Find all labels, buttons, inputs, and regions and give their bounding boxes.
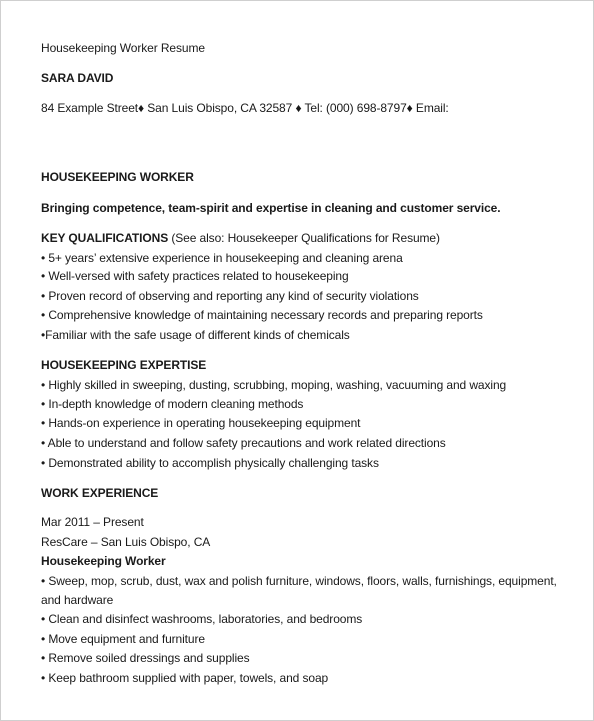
- experience-item: • Remove soiled dressings and supplies: [41, 651, 250, 665]
- qualification-item: •Familiar with the safe usage of different kinds of chemicals: [41, 328, 350, 342]
- qualification-item: • Proven record of observing and reporting any kind of security violations: [41, 289, 419, 303]
- qualifications-note: (See also: Housekeeper Qualifications for Resume): [168, 231, 440, 245]
- expertise-item: • In-depth knowledge of modern cleaning methods: [41, 397, 304, 411]
- expertise-item: • Hands-on experience in operating housekeeping equipment: [41, 416, 361, 430]
- contact-line: 84 Example Street♦ San Luis Obispo, CA 32587 ♦ Tel: (000) 698-8797♦ Email:: [41, 101, 449, 115]
- qualification-item: • Well-versed with safety practices related to housekeeping: [41, 269, 349, 283]
- experience-item-continued: and hardware: [41, 593, 114, 607]
- qualifications-heading: KEY QUALIFICATIONS: [41, 231, 169, 245]
- experience-employer: ResCare – San Luis Obispo, CA: [41, 535, 211, 549]
- experience-dates: Mar 2011 – Present: [41, 515, 144, 529]
- experience-item: • Keep bathroom supplied with paper, towels, and soap: [41, 671, 329, 685]
- experience-item: • Clean and disinfect washrooms, laboratories, and bedrooms: [41, 612, 363, 626]
- expertise-heading: HOUSEKEEPING EXPERTISE: [41, 358, 207, 372]
- expertise-item: • Highly skilled in sweeping, dusting, scrubbing, moping, washing, vacuuming and waxing: [41, 378, 507, 392]
- qualification-item: • 5+ years’ extensive experience in housekeeping and cleaning arena: [41, 251, 403, 265]
- experience-item: • Sweep, mop, scrub, dust, wax and polish furniture, windows, floors, walls, furnishings, equipment,: [41, 574, 557, 588]
- expertise-item: • Able to understand and follow safety precautions and work related directions: [41, 436, 446, 450]
- qualifications-heading-line: [41, 231, 440, 246]
- experience-role: Housekeeping Worker: [41, 554, 166, 568]
- tagline: Bringing competence, team-spirit and expertise in cleaning and customer service.: [41, 201, 501, 215]
- experience-item: • Move equipment and furniture: [41, 632, 205, 646]
- job-title-heading: HOUSEKEEPING WORKER: [41, 170, 194, 184]
- qualification-item: • Comprehensive knowledge of maintaining necessary records and preparing reports: [41, 308, 483, 322]
- candidate-name: SARA DAVID: [41, 71, 114, 85]
- experience-heading: WORK EXPERIENCE: [41, 486, 159, 500]
- expertise-item: • Demonstrated ability to accomplish physically challenging tasks: [41, 456, 379, 470]
- document-title: Housekeeping Worker Resume: [41, 41, 205, 55]
